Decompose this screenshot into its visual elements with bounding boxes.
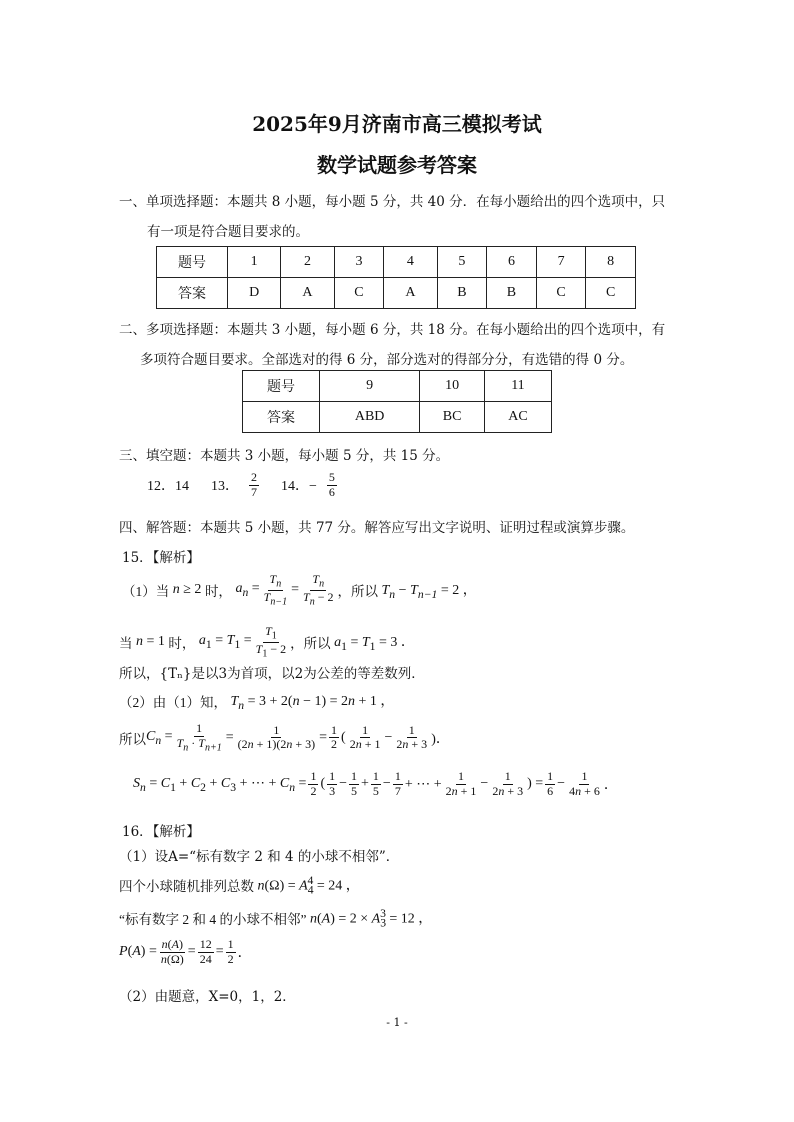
math-expr: n ≥ 2 [172,582,205,598]
math-fraction: $\frac{1}{7}$ [394,769,401,798]
q15-l1-suffix: ，所以 [337,584,378,600]
math-fraction: $\frac{1}{2n + 3}$ [396,722,428,752]
q15-line4 [119,690,394,712]
math-fraction: $\frac{1}{2}$ [227,937,234,966]
table-cell: 3 [334,247,384,278]
table-cell: 10 [420,371,485,402]
math-fraction: $\frac{1}{(2n + 1)(2n + 3)}$ [237,722,316,752]
math-expr: $S_n = C_1 + C_2 + C_3$ + ⋯ + $C_n$ = [133,775,307,794]
math-fraction: $\frac{1}{4n + 6}$ [569,769,600,798]
q15-l1-prefix: （1）当 [122,584,170,600]
fraction-numerator: 5 [328,470,335,484]
q15-l4-text: （2）由（1）知， [119,694,227,710]
math-fraction: $\frac{T_n}{T_{n-1}}$ [263,572,288,608]
math-fraction: $\frac{1}{2}$ [310,769,317,798]
q15-line6: $S_n = C_1 + C_2 + C_3$ + ⋯ + $C_n$ = $\frac{1}{2}$ ( $\frac{1}{3}$ − $\frac{1}{5}$ + $\frac{1}{5}$ − $\frac{1}{7}$ + ⋯ + $\frac{1}{2n + 1}$ − $\frac{1}{2n + 3}$ ) = $\frac{1}{6}$ − $\frac{1}{4n + 6}$ ． [133,769,618,798]
table-cell: 5 [437,247,487,278]
table-header-cell: 题号 [243,371,320,402]
table-cell: C [586,278,636,309]
q15-l2-mid: 时， [168,636,196,652]
table-cell: B [487,278,537,309]
q16-line4: P(A) = $\frac{n(A)}{n(\Omega)}$ = $\frac{12}{24}$ = $\frac{1}{2}$ ． [119,937,252,966]
table-cell: AC [484,402,551,433]
multi-choice-answer-table [242,370,552,433]
answer-12: 12．14 [147,479,189,495]
q15-line2 [119,625,415,660]
table-cell: 8 [586,247,636,278]
table-cell: D [228,278,281,309]
section4-line1: 四、解答题：本题共 5 小题，共 77 分。解答应写出文字说明、证明过程或演算步骤。 [119,520,635,536]
math-expr: $T_n = 3 + 2(n - 1) = 2n + 1$ ， [230,694,395,712]
answer-13-label: 13． [211,479,239,495]
table-cell: 6 [487,247,537,278]
math-fraction: $\frac{1}{T_n \cdot T_{n+1}}$ [176,721,222,754]
table-row [243,371,552,402]
table-cell: A [384,278,437,309]
q15-l2-suffix: ，所以 [290,636,331,652]
math-fraction: $\frac{T_1}{T_1 - 2}$ [255,624,287,660]
page-title: 2025年9月济南市高三模拟考试 [252,112,542,136]
q16-line2 [119,874,360,896]
table-cell: C [334,278,384,309]
math-expr: $a_1 = T_1$ = [198,633,252,652]
math-fraction: $\frac{1}{5}$ [351,769,358,798]
math-fraction: $\frac{1}{3}$ [329,769,336,798]
q15-line5: 所以 $C_n$ = $\frac{1}{T_n \cdot T_{n+1}}$ = $\frac{1}{(2n + 1)(2n + 3)}$ = $\frac{1}{2}$ ( $\frac{1}{2n + 1}$ − $\frac{1}{2n + 3}$ )． [119,721,450,754]
table-cell: C [536,278,586,309]
table-cell: 9 [320,371,420,402]
answer-13-fraction [249,471,259,500]
single-choice-answer-table [156,246,636,309]
q15-line3: 所以，{Tₙ}是以3为首项，以2为公差的等差数列． [119,666,425,682]
q16-line1: （1）设A=“标有数字 2 和 4 的小球不相邻”． [119,849,400,865]
section2-line1: 二、多项选择题：本题共 3 小题，每小题 6 分，共 18 分。在每小题给出的四个选项中，有 [119,322,666,338]
math-fraction: $\frac{T_n}{T_n - 2}$ [303,572,334,608]
math-fraction: $\frac{12}{24}$ [199,937,212,966]
q15-l1-mid: 时， [204,584,232,600]
math-fraction: $\frac{1}{2}$ [331,722,338,752]
math-expr: $n(\Omega) = A_4^4 = 24$ ， [257,874,360,897]
q15-l2-prefix: 当 [119,636,133,652]
math-expr: $a_1 = T_1 = 3$ ． [334,635,415,654]
math-expr: P(A) = [119,944,157,960]
table-cell: BC [420,402,485,433]
table-cell: 7 [536,247,586,278]
math-expr: $C_n$ = [146,728,173,747]
math-expr: $T_n - T_{n-1} = 2$ ， [381,583,477,602]
fraction-denominator: 6 [328,484,335,499]
math-fraction: $\frac{1}{2n + 3}$ [492,769,524,798]
q16-l3-text: “标有数字 2 和 4 的小球不相邻” [119,912,307,928]
math-fraction: $\frac{1}{6}$ [547,769,554,798]
math-expr: $n(A) = 2 \times A_3^3 = 12$ ， [309,907,433,930]
q16-heading: 16．【解析】 [122,824,200,840]
table-row [243,402,552,433]
q15-line1: （1）当 n ≥ 2 时， $a_n$ = $\frac{T_n}{T_{n-1}}$ = $\frac{T_n}{T_n - 2}$ ，所以 $T_n - T_{n-1} = 2$ ， [122,572,477,608]
section1-line1: 一、单项选择题：本题共 8 小题，每小题 5 分，共 40 分．在每小题给出的四个选项中，只 [119,194,666,210]
table-cell: A [281,278,334,309]
math-fraction: $\frac{1}{2n + 1}$ [349,722,381,752]
math-expr: n = 1 [136,634,169,650]
fill-in-answers [147,471,339,500]
answer-14-label: 14．− [281,479,317,495]
table-header-cell: 答案 [157,278,228,309]
table-cell: 4 [384,247,437,278]
table-row [157,278,636,309]
table-cell: 2 [281,247,334,278]
math-fraction: $\frac{1}{2n + 1}$ [445,769,477,798]
table-cell: 1 [228,247,281,278]
answer-14-fraction [327,471,337,500]
section3-line1: 三、填空题：本题共 3 小题，每小题 5 分，共 15 分。 [119,448,450,464]
table-header-cell: 题号 [157,247,228,278]
q16-l2-text: 四个小球随机排列总数 [119,879,254,895]
fraction-numerator: 2 [251,470,257,484]
table-header-cell: 答案 [243,402,320,433]
table-cell: 11 [484,371,551,402]
math-fraction: $\frac{n(A)}{n(\Omega)}$ [160,937,184,966]
page-number: - 1 - [386,1016,408,1029]
math-fraction: $\frac{1}{5}$ [372,769,379,798]
table-cell: B [437,278,487,309]
q16-line3 [119,907,432,929]
table-row [157,247,636,278]
page-subtitle: 数学试题参考答案 [317,153,477,177]
section1-line2: 有一项是符合题目要求的。 [147,224,309,240]
q15-l5-prefix: 所以 [119,731,146,747]
section2-line2: 多项符合题目要求。全部选对的得 6 分，部分选对的得部分分，有选错的得 0 分。 [140,352,634,368]
fraction-denominator: 7 [251,484,257,499]
table-cell: ABD [320,402,420,433]
math-expr: $a_n$ = [235,581,260,600]
q16-line5: （2）由题意，X=0，1，2． [119,989,296,1005]
q15-heading: 15．【解析】 [122,550,200,566]
